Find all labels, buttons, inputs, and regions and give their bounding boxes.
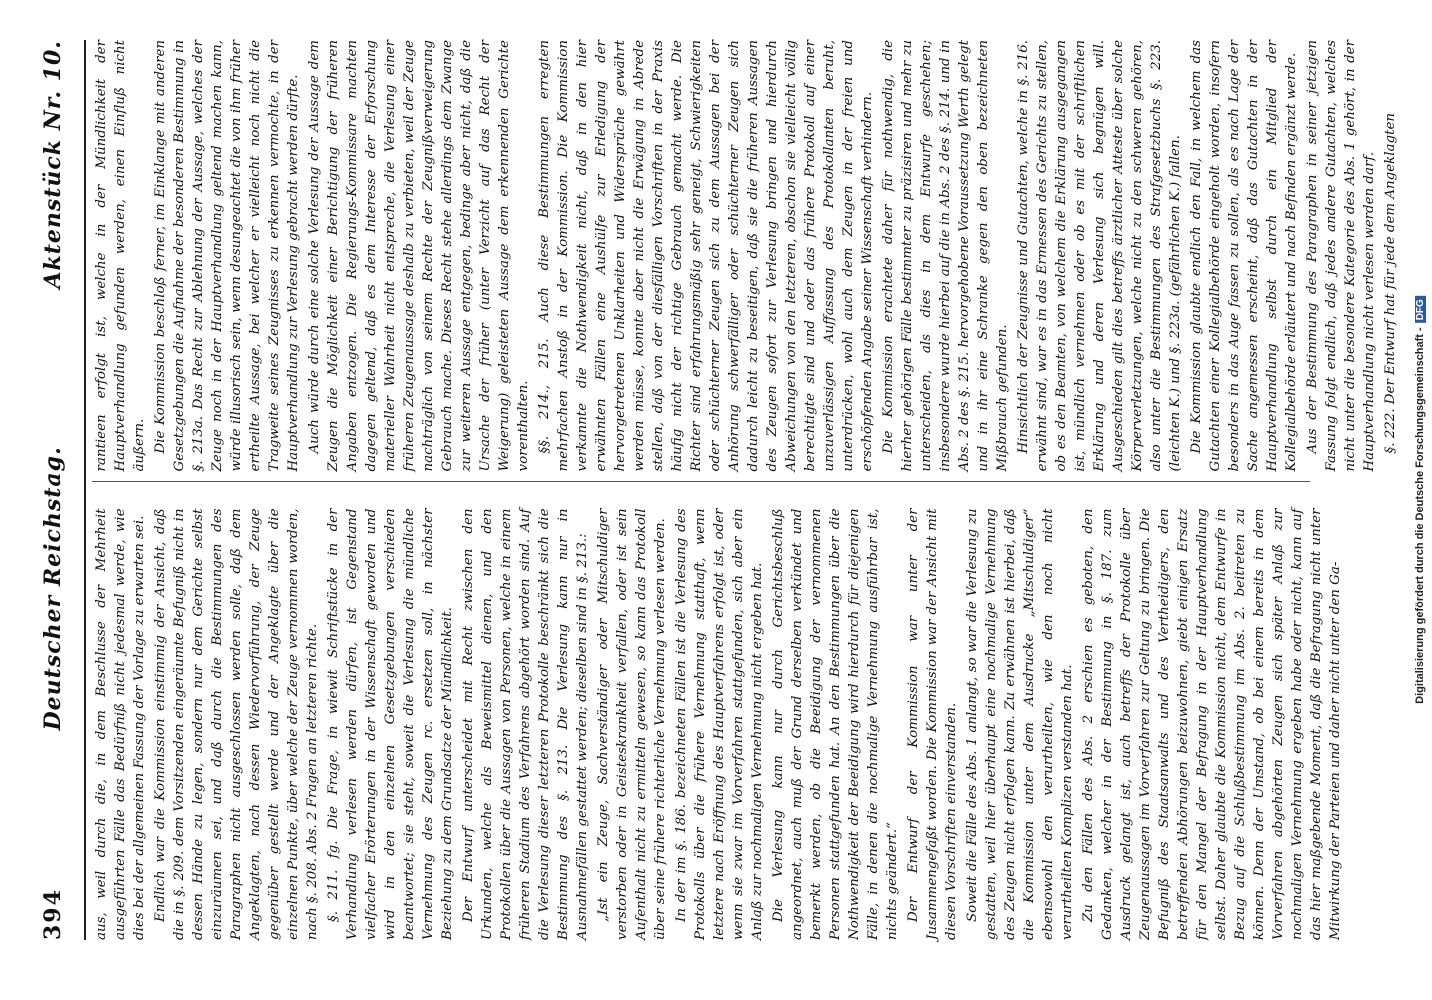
paragraph: Hinsichtlich der Zeugnisse und Gutachten, welche in §. 216. erwähnt sind, war es in das Ermessen des Gerichts zu stellen, ob es den Beamten, von welchem die Erklärung ausgegangen ist, mündlich vernehmen oder ob es mit der schriftlichen Erklärung und deren Verlesung sich begnügen will. Ausgeschieden gilt dies betreffs ärztlicher Atteste über solche Körperverletzungen, welche nicht zu den schweren gehören, also unter die Bestimmungen des Strafgesetzbuchs §. 223. (leichten K.) und §. 223a. (gefährlichen K.) fallen. [1016,40,1183,472]
running-title: Deutscher Reichstag. [40,446,66,731]
paragraph: In der im §. 186. bezeichneten Fällen ist die Verlesung des Protokolls über die frühere Vernehmung statthaft, wenn letztere nach Eröffnung des Hauptverfahrens erfolgt ist, oder wenn sie zwar im Vorverfahren stattgefunden, sich aber ein Anlaß zur nochmaligen Vernehmung nicht ergeben hat. [674,508,765,940]
paragraph: §. 211. fg. Die Frage, in wiewit Schriftstücke in der Verhandlung verlesen werden dürfen, ist Gegenstand vielfacher Erörterungen in der Wissenschaft geworden und wird in den einzelnen Gesetzgebungen verschieden beantwortet; sie steht, soweit die Verlesung die mündliche Vernehmung des Zeugen rc. ersetzen soll, in nächster Beziehung zu dem Grundsatze der Mündlichkeit. [326,508,455,940]
digitization-credit [1408,0,1432,1000]
paragraph: Aus der Bestimmung des Paragraphen in seiner jetzigen Fassung folgt endlich, daß jedes andere Gutachten, welches nicht unter die besondere Kategorie des Abs. 1 gehört, in der Hauptverhandlung nicht verlesen werden darf. [1305,40,1377,472]
page-number: 394 [40,888,66,940]
text-columns [92,40,1398,940]
paragraph: Die Verlesung kann nur durch Gerichtsbeschluß angeordnet, auch muß der Grund derselben verkündet und bemerkt werden, ob die Beeidigung der vernommenen Personen stattgefunden hat. An den Bestimmungen über die Nothwendigkeit der Beeidigung wird hierdurch für diejenigen Fälle, in denen die nochmalige Vernehmung ausführbar ist, nichts geändert.“ [771,508,900,940]
text-column-right [92,40,1398,483]
page-header [40,40,80,940]
paragraph: Soweit die Fälle des Abs. 1 anlangt, so war die Verlesung zu gestatten, weil hier überhaupt eine nochmalige Vernehmung des Zeugen nicht erfolgen kann. Zu erwähnen ist hierbei, daß die Kommission unter dem Ausdrucke „Mitschuldiger“ ebensowohl den verurtheilten, wie den noch nicht verurtheilten Komplizen verstanden hat. [965,508,1075,940]
paragraph: Zu den Fällen des Abs. 2 erschien es geboten, den Gedanken, welcher in der Bestimmung in §. 187. zum Ausdruck gelangt ist, auch betreffs der Protokolle über Zeugenaussagen im Vorverfahren zur Geltung zu bringen. Die Befugniß des Staatsanwalts und des Vertheidigers, den betreffenden Abhörungen beizuwohnen, giebt einigen Ersatz für den Mangel der Befragung in der Hauptverhandlung selbst. Daher glaubte die Kommission nicht, dem Entwurfe in Bezug auf die Schlußbestimmung im Abs. 2. beitreten zu können. Denn der Umstand, ob bei einem bereits in dem Vorverfahren abgehörten Zeugen sich später Anlaß zur nochmaligen Vernehmung ergeben habe oder nicht, kann auf das hier maßgebende Moment, daß die Befragung nicht unter Mitwirkung der Parteien und daher nicht unter den Ga- [1081,508,1343,940]
paragraph: aus, weil durch die, in dem Beschlusse der Mehrheit ausgeführten Fälle das Bedürfniß nicht jedesmal werde, wie dies bei der allgemeinen Fassung der Vorlage zu erwarten sei. [94,508,147,940]
paragraph: §. 222. Der Entwurf hat für jede dem Angeklagten [1383,112,1398,454]
paragraph: rantieen erfolgt ist, welche in der Mündlichkeit der Hauptverhandlung gefunden werden, einen Einfluß nicht äußern. [94,40,147,472]
paragraph: „Ist ein Zeuge, Sachverständiger oder Mitschuldiger verstorben oder in Geisteskrankheit verfallen, oder ist sein Aufenthalt nicht zu ermitteln gewesen, so kann das Protokoll über seine frühere richterliche Vernehmung verlesen werden. [596,508,668,940]
paragraph: Auch würde durch eine solche Verlesung der Aussage dem Zeugen die Möglichkeit einer Berichtigung der früheren Angaben entzogen. Die Regierungs-Kommissare machten dagegen geltend, daß es dem Interesse der Erforschung materieller Wahrheit nicht entspreche, die Verlesung einer früheren Zeugenaussage deshalb zu verbieten, weil der Zeuge nachträglich von seinem Rechte der Zeugnißverweigerung Gebrauch mache. Dieses Recht stehe allerdings dem Zwange zur weiteren Aussage entgegen, bedinge aber nicht, daß die Ursache der früher (unter Verzicht auf das Recht der Weigerung) geleisteten Aussage dem erkennenden Gerichte vorenthalten. [307,40,531,472]
paragraph: Die Kommission glaubte endlich den Fall, in welchem das Gutachten einer Kollegialbehörde eingeholt worden, insofern besonders in das Auge fassen zu sollen, als es nach Lage der Sache angemessen erscheint, daß das Gutachten in der Hauptverhandlung selbst durch ein Mitglied der Kollegialbehörde erläutert und nach Befinden ergänzt werde. [1189,40,1299,472]
dfg-logo: DFG [1415,296,1426,323]
paragraph: Die Kommission beschloß ferner, im Einklange mit anderen Gesetzgebungen die Aufnahme der besonderen Bestimmung in §. 213a. Das Recht zur Ablehnung der Aussage, welches der Zeuge noch in der Hauptverhandlung geltend machen kann, würde illusorisch sein, wenn desungeachtet die von ihm früher ertheilte Aussage, bei welcher er vielleicht noch nicht die Tragweite seines Zeugnisses zu erkennen vermochte, in der Hauptverhandlung zur Verlesung gebracht werden dürfte. [153,40,301,472]
paragraph: §§. 214., 215. Auch diese Bestimmungen erregten mehrfachen Anstoß in der Kommission. Die Kommission verkannte die Nothwendigkeit nicht, daß in den hier erwähnten Fällen eine Aushülfe zur Erledigung der hervorgetretenen Unklarheiten und Widersprüche gewährt werden müsse, konnte aber nicht die Erwägung in Abrede stellen, daß von der diesfälligen Vorschriften in der Praxis häufig nicht der richtige Gebrauch gemacht werde. Die Richter sind erfahrungsmäßig sehr geneigt, Schwierigkeiten oder schüchterner Zeugen sich zu dem Aussagen bei der Anhörung schwerfälliger oder schüchterner Zeugen sich dadurch leicht zu beseitigen, daß sie die früheren Aussagen des Zeugen sofort zur Verlesung bringen und hierdurch Abweichungen von den letzteren, obschon sie vielleicht völlig berechtigte sind und oder das frühere Protokoll auf einer unzuverlässigen Auffassung des Protokollanten beruht, unterdrücken, wohl auch dem Zeugen in der freien und erschöpfenden Angabe seiner Wissenschaft verhindern. [537,40,875,472]
paragraph: Der Entwurf der Kommission war unter der Jusammengefaßt worden. Die Kommission war der Ansicht mit diesen Vorschriften einverstanden. [906,508,959,940]
text-column-left [92,508,1343,941]
header-rule [84,40,86,940]
paragraph: Der Entwurf unterscheidet mit Recht zwischen den Urkunden, welche als Beweismittel dienen, und den Protokollen über die Aussagen von Personen, welche in einem früheren Stadium des Verfahrens abgehört worden sind. Auf die Verlesung dieser letzteren Protokolle beschränkt sich die Bestimmung des §. 213. Die Verlesung kann nur in Ausnahmefällen gestattet werden; dieselben sind in §. 213.: [461,508,590,940]
document-number: Aktenstück Nr. 10. [40,40,66,289]
credit-text: Digitalisierung gefördert durch die Deutsche Forschungsgemeinschaft - [1414,327,1426,704]
paragraph: Die Kommission erachtete daher für nothwendig, die hierher gehörigen Fälle bestimmter zu präzisiren und mehr zu unterscheiden, als dies in dem Entwurfe geschehen; insbesondere wurde hierbei auf die in Abs. 2 des §. 214. und in Abs. 2 des §. 215. hervorgehobene Voraussetzung Werth gelegt und in ihr eine Schranke gegen den oben bezeichneten Mißbrauch gefunden. [881,40,1010,472]
paragraph: Endlich war die Kommission einstimmig der Ansicht, daß die in §. 209. dem Vorsitzenden eingeräumte Befugniß nicht in dessen Hände zu legen, sondern nur dem Gerichte selbst einzuräumen sei, und daß durch die Bestimmungen des Paragraphen nicht ausgeschlossen werden solle, daß dem Angeklagten, nach dessen Wiedervorführung, der Zeuge gegenüber gestellt werde und der Angeklagte über die einzelnen Punkte, über welche der Zeuge vernommen worden, nach §. 208. Abs. 2 Fragen an letzteren richte. [153,508,320,940]
